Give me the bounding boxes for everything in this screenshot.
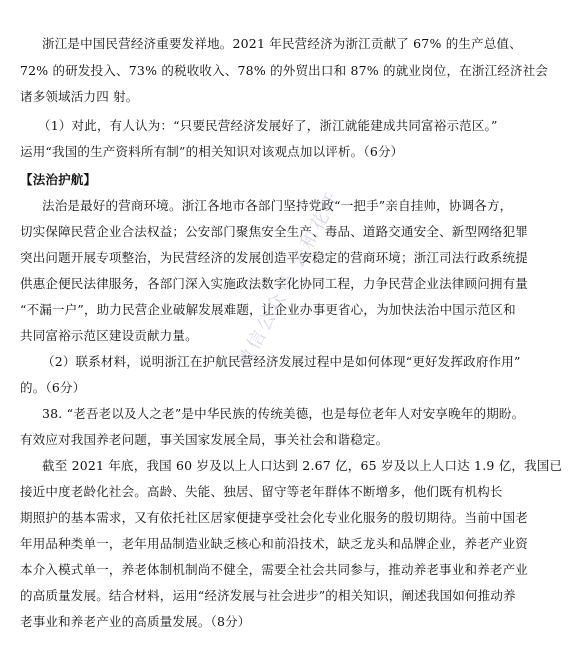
question-2-line-1: （2）联系材料，说明浙江在护航民营经济发展过程中是如何体现“更好发挥政府作用” [42, 354, 521, 369]
question-38-line-1: 38. “老吾老以及人之老”是中华民族的传统美德，也是每位老年人对安享晚年的期盼。 [42, 406, 525, 421]
paragraph-elderly-line-7: 老事业和养老产业的高质量发展。（8分） [20, 614, 251, 629]
paragraph-law-line-3: 突出问题开展专项整治，为民营经济的发展创造平安稳定的营商环境；浙江司法行政系统提 [20, 250, 529, 265]
section-heading: 【法治护航】 [20, 172, 97, 187]
paragraph-elderly-line-3: 期照护的基本需求，又有依托社区居家便捷享受社会化专业化服务的殷切期待。当前中国老 [20, 510, 529, 525]
paragraph-elderly-line-6: 的高质量发展。结合材料，运用“经济发展与社会进步”的相关知识，阐述我国如何推动养 [20, 588, 516, 603]
paragraph-intro-line-2: 72% 的研发投入、73% 的税收收入、78% 的外贸出口和 87% 的就业岗位，在浙江经济社会 [20, 63, 549, 78]
paragraph-elderly-line-2: 接近中度老龄化社会。高龄、失能、独居、留守等老年群体不断增多，他们既有机构长 [20, 484, 503, 499]
paragraph-elderly-line-1: 截至 2021 年底，我国 60 岁及以上人口达到 2.67 亿，65 岁及以上人口达 1.9 亿，我国已 [42, 458, 563, 473]
paragraph-law-line-5: “不漏一户”，助力民营企业破解发展难题，让企业办事更省心，为加快法治中国示范区和 [20, 302, 516, 317]
question-1-line-1: （1）对此，有人认为：“只要民营经济发展好了，浙江就能建成共同富裕示范区。” [38, 118, 498, 133]
paragraph-intro-line-3: 诸多领域活力四 射。 [20, 89, 139, 104]
paragraph-law-line-6: 共同富裕示范区建设贡献力量。 [20, 328, 198, 343]
paragraph-law-line-1: 法治是最好的营商环境。浙江各地市各部门坚持党政“一把手”亲自挂帅，协调各方， [42, 198, 513, 213]
paragraph-elderly-line-5: 本介入模式单一，养老体制机制尚不健全，需要全社会共同参与，推动养老事业和养老产业 [20, 562, 529, 577]
question-1-line-2: 运用“我国的生产资料所有制”的相关知识对该观点加以评析。（6分） [20, 144, 404, 159]
question-2-line-2: 的。（6分） [20, 380, 86, 395]
paragraph-law-line-4: 供惠企便民法律服务，各部门深入实施政法数字化协同工程，力争民营企业法律顾问拥有量 [20, 276, 529, 291]
watermark-text: 微信公众号 云和花开 [233, 187, 345, 372]
question-38-line-2: 有效应对我国养老问题，事关国家发展全局，事关社会和谐稳定。 [20, 432, 389, 447]
paragraph-law-line-2: 切实保障民营企业合法权益；公安部门聚焦安全生产、毒品、道路交通安全、新型网络犯罪 [20, 224, 529, 239]
paragraph-intro-line-1: 浙江是中国民营经济重要发祥地。2021 年民营经济为浙江贡献了 67% 的生产总值、 [42, 36, 522, 51]
paragraph-elderly-line-4: 年用品种类单一，老年用品制造业缺乏核心和前沿技术，缺乏龙头和品牌企业，养老产业资 [20, 536, 529, 551]
